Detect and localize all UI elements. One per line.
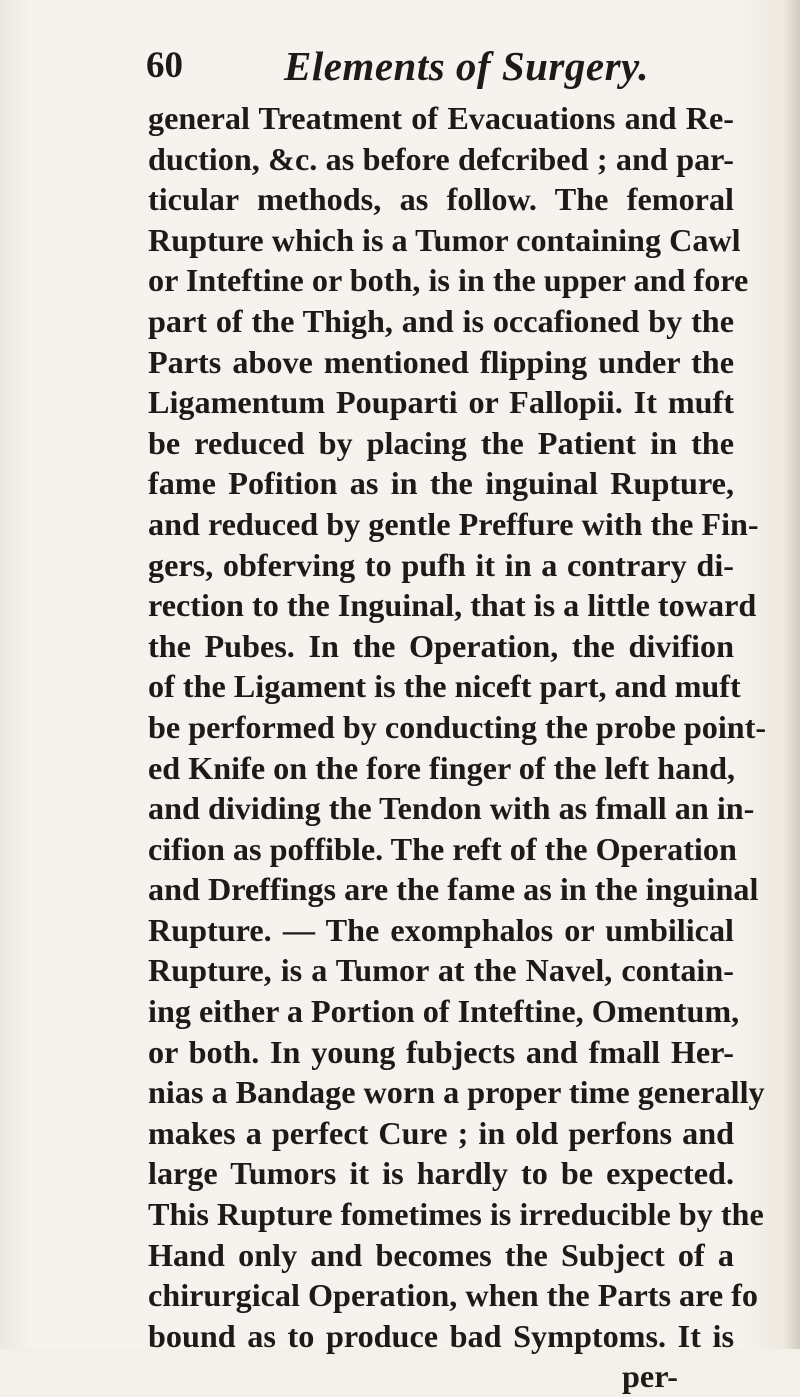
text-line: ing either a Portion of Inteftine, Omentum, xyxy=(148,993,740,1030)
text-line: Ligamentum Pouparti or Fallopii. It muft xyxy=(148,384,734,421)
text-line: Hand only and becomes the Subject of a xyxy=(148,1236,734,1273)
text-line: and Dreffings are the fame as in the inguinal xyxy=(148,871,759,908)
text-line: or Inteftine or both, is in the upper and fore xyxy=(148,262,749,299)
page-edge-shadow xyxy=(784,0,800,1349)
running-title: Elements of Surgery. xyxy=(284,43,649,89)
text-line: rection to the Inguinal, that is a little toward xyxy=(148,587,757,624)
catchword: per- xyxy=(622,1358,678,1395)
text-line: duction, &c. as before defcribed ; and par- xyxy=(148,140,734,177)
text-line: ed Knife on the fore finger of the left hand, xyxy=(148,749,736,786)
text-line: general Treatment of Evacuations and Re- xyxy=(148,100,734,136)
text-line: part of the Thigh, and is occafioned by the xyxy=(148,302,734,339)
text-line: gers, obferving to pufh it in a contrary di- xyxy=(148,546,734,583)
page-header xyxy=(146,40,706,96)
text-line: and reduced by gentle Preffure with the Fin- xyxy=(148,505,759,542)
text-line: of the Ligament is the niceft part, and muft xyxy=(148,668,741,705)
body-text xyxy=(148,98,767,1397)
page-number: 60 xyxy=(146,45,183,86)
text-line: makes a perfect Cure ; in old perfons and xyxy=(148,1114,734,1151)
text-line: Parts above mentioned flipping under the xyxy=(148,343,734,380)
text-line: Rupture. — The exomphalos or umbilical xyxy=(148,911,734,948)
text-line: cifion as poffible. The reft of the Operation xyxy=(148,830,737,867)
text-line: nias a Bandage worn a proper time generally xyxy=(148,1074,765,1111)
text-line: This Rupture fometimes is irreducible by the xyxy=(148,1196,764,1233)
text-line: Rupture, is a Tumor at the Navel, contain- xyxy=(148,952,734,989)
text-line: Rupture which is a Tumor containing Cawl xyxy=(148,221,741,258)
text-line: be performed by conducting the probe point- xyxy=(148,708,767,745)
text-line: the Pubes. In the Operation, the divifion xyxy=(148,627,734,664)
text-line: large Tumors it is hardly to be expected. xyxy=(148,1155,734,1192)
text-line: or both. In young fubjects and fmall Her- xyxy=(148,1033,734,1070)
text-line: chirurgical Operation, when the Parts are fo xyxy=(148,1277,758,1314)
text-line: and dividing the Tendon with as fmall an in- xyxy=(148,790,755,827)
text-line: fame Pofition as in the inguinal Rupture, xyxy=(148,465,734,502)
text-line: ticular methods, as follow. The femoral xyxy=(148,181,734,218)
text-line: bound as to produce bad Symptoms. It is xyxy=(148,1317,734,1354)
text-line: be reduced by placing the Patient in the xyxy=(148,424,734,461)
